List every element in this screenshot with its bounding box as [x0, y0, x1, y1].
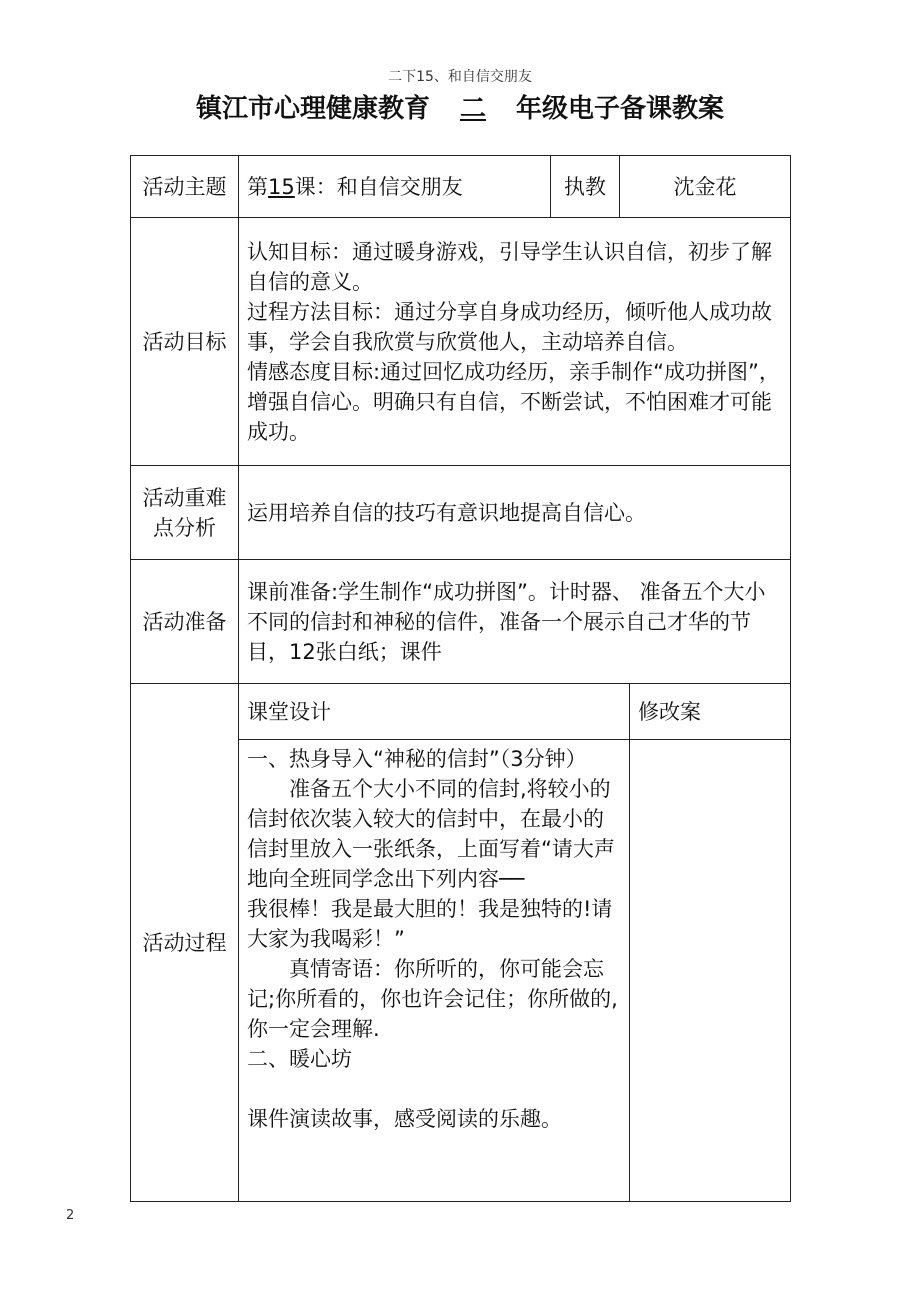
preparation-label: 活动准备 [131, 560, 239, 684]
goals-label: 活动目标 [131, 218, 239, 466]
process-label: 活动过程 [131, 684, 239, 1202]
step-warmup-desc: 准备五个大小不同的信封,将较小的信封依次装入较大的信封中，在最小的信封里放入一张纸条，上面写着“请大声地向全班同学念出下列内容── [247, 777, 615, 891]
design-header: 课堂设计 [239, 684, 630, 740]
revise-content [630, 740, 791, 1202]
goal-process: 过程方法目标：通过分享自身成功经历，倾听他人成功故事，学会自我欣赏与欣赏他人，主动培养自信。 [247, 299, 772, 354]
theme-row [131, 156, 791, 218]
title-grade: 二 [459, 94, 486, 124]
teacher-name: 沈金花 [620, 156, 791, 218]
goal-emotion: 情感态度目标:通过回忆成功经历，亲手制作“成功拼图”，增强自信心。明确只有自信，不断尝试，不怕困难才可能成功。 [247, 359, 780, 444]
preparation-row [131, 560, 791, 684]
step-two-heading: 二、暖心坊 [247, 1047, 352, 1071]
step-warmup-text: 我很棒！我是最大胆的！我是独特的!请大家为我喝彩！” [247, 897, 613, 951]
lesson-title: 第15课：和自信交朋友 [239, 156, 551, 218]
step-two-desc: 课件演读故事，感受阅读的乐趣。 [247, 1107, 562, 1131]
spacer [247, 1074, 621, 1104]
key-points-row [131, 466, 791, 560]
key-points-content: 运用培养自信的技巧有意识地提高自信心。 [239, 466, 791, 560]
title-suffix: 年级电子备课教案 [516, 94, 725, 124]
goal-cognitive: 认知目标：通过暖身游戏，引导学生认识自信，初步了解自信的意义。 [247, 239, 772, 294]
lesson-plan-table [130, 155, 791, 1202]
page-title [0, 88, 920, 125]
running-header: 二下15、和自信交朋友 [388, 69, 532, 85]
key-points-label: 活动重难点分析 [131, 466, 239, 560]
process-header-row [131, 684, 791, 740]
design-content [239, 740, 630, 1202]
title-prefix: 镇江市心理健康教育 [195, 94, 430, 124]
theme-label: 活动主题 [131, 156, 239, 218]
teacher-label: 执教 [551, 156, 620, 218]
revise-header: 修改案 [630, 684, 791, 740]
goals-row [131, 218, 791, 466]
goals-content [239, 218, 791, 466]
preparation-content: 课前准备:学生制作“成功拼图”。计时器、 准备五个大小不同的信封和神秘的信件，准备一个展示自己才华的节目，12张白纸；课件 [239, 560, 791, 684]
step-quote: 真情寄语：你所听的，你可能会忘记;你所看的，你也许会记住；你所做的,你一定会理解. [247, 957, 618, 1041]
page-number: 2 [66, 1208, 75, 1223]
lesson-number: 15 [268, 174, 295, 199]
step-warmup-heading: 一、热身导入“神秘的信封”（3分钟） [247, 747, 587, 771]
